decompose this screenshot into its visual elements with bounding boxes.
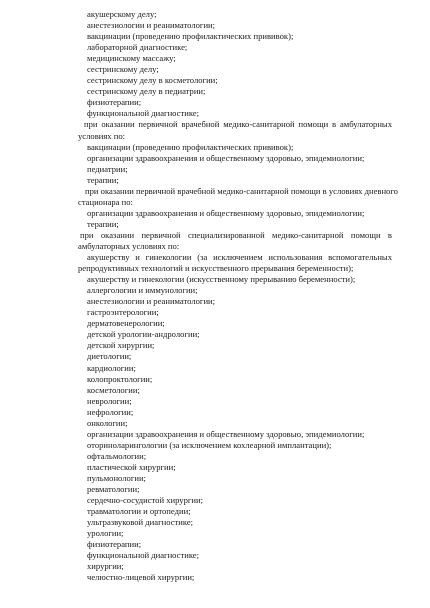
document-line: педиатрии; xyxy=(87,163,128,174)
document-line: терапии; xyxy=(87,218,119,229)
document-line: вакцинации (проведению профилактических прививок); xyxy=(87,31,294,42)
document-line: диетологии; xyxy=(87,351,132,362)
document-line: условиях по: xyxy=(78,130,126,141)
document-line: физиотерапии; xyxy=(87,97,142,108)
document-line: вакцинации (проведению профилактических прививок); xyxy=(87,141,294,152)
document-line: акушерству и гинекологии (за исключением использования вспомогательных xyxy=(87,252,392,263)
document-line: сестринскому делу; xyxy=(87,64,159,75)
document-line: анестезиологии и реаниматологии; xyxy=(87,296,216,307)
document-line: дерматовенерологии; xyxy=(87,318,165,329)
document-line: косметологии; xyxy=(87,384,140,395)
document-line: сердечно-сосудистой хирургии; xyxy=(87,495,204,506)
document-line: при оказании первичной врачебной медико-санитарной помощи в амбулаторных xyxy=(84,119,392,130)
document-line: лабораторной диагностике; xyxy=(87,42,188,53)
document-line: ревматологии; xyxy=(87,484,140,495)
document-line: ультразвуковой диагностике; xyxy=(87,517,194,528)
document-line: организации здравоохранения и общественному здоровью, эпидемиологии; xyxy=(87,152,365,163)
document-line: сестринскому делу в педиатрии; xyxy=(87,86,206,97)
document-line: при оказании первичной специализированной медико-санитарной помощи в xyxy=(80,229,392,240)
document-line: хирургии; xyxy=(87,561,124,572)
document-line: детской хирургии; xyxy=(87,340,155,351)
document-line: репродуктивных технологий и искусственного прерывания беременности); xyxy=(78,263,354,274)
document-line: пластической хирургии; xyxy=(87,461,176,472)
document-line: нефрологии; xyxy=(87,406,134,417)
document-line: анестезиологии и реаниматологии; xyxy=(87,20,216,31)
document-line: стационара по: xyxy=(78,196,133,207)
document-line: медицинскому массажу; xyxy=(87,53,176,64)
document-line: урологии; xyxy=(87,528,124,539)
document-line: организации здравоохранения и общественному здоровью, эпидемиологии; xyxy=(87,207,365,218)
document-line: терапии; xyxy=(87,174,119,185)
document-line: амбулаторных условиях по: xyxy=(78,240,180,251)
document-line: функциональной диагностике; xyxy=(87,108,200,119)
document-line: акушерству и гинекологии (искусственному прерыванию беременности); xyxy=(87,274,356,285)
document-line: челюстно-лицевой хирургии; xyxy=(87,572,195,583)
document-line: травматологии и ортопедии; xyxy=(87,506,191,517)
document-line: аллергологии и иммунологии; xyxy=(87,285,198,296)
document-line: пульмонологии; xyxy=(87,472,146,483)
document-line: кардиологии; xyxy=(87,362,136,373)
document-body xyxy=(78,9,398,583)
document-line: организации здравоохранения и общественному здоровью, эпидемиологии; xyxy=(87,428,365,439)
document-line: неврологии; xyxy=(87,395,132,406)
document-line: офтальмологии; xyxy=(87,450,147,461)
document-line: оториноларингологии (за исключением кохлеарной имплантации); xyxy=(87,439,332,450)
document-line: при оказании первичной врачебной медико-санитарной помощи в условиях дневного xyxy=(85,185,398,196)
document-line: детской урологии-андрологии; xyxy=(87,329,200,340)
document-line: онкологии; xyxy=(87,417,128,428)
document-line: гастроэнтерологии; xyxy=(87,307,159,318)
document-line: акушерскому делу; xyxy=(87,9,157,19)
document-line: функциональной диагностике; xyxy=(87,550,200,561)
document-line: колопроктологии; xyxy=(87,373,153,384)
document-line: сестринскому делу в косметологии; xyxy=(87,75,218,86)
document-line: физиотерапии; xyxy=(87,539,142,550)
